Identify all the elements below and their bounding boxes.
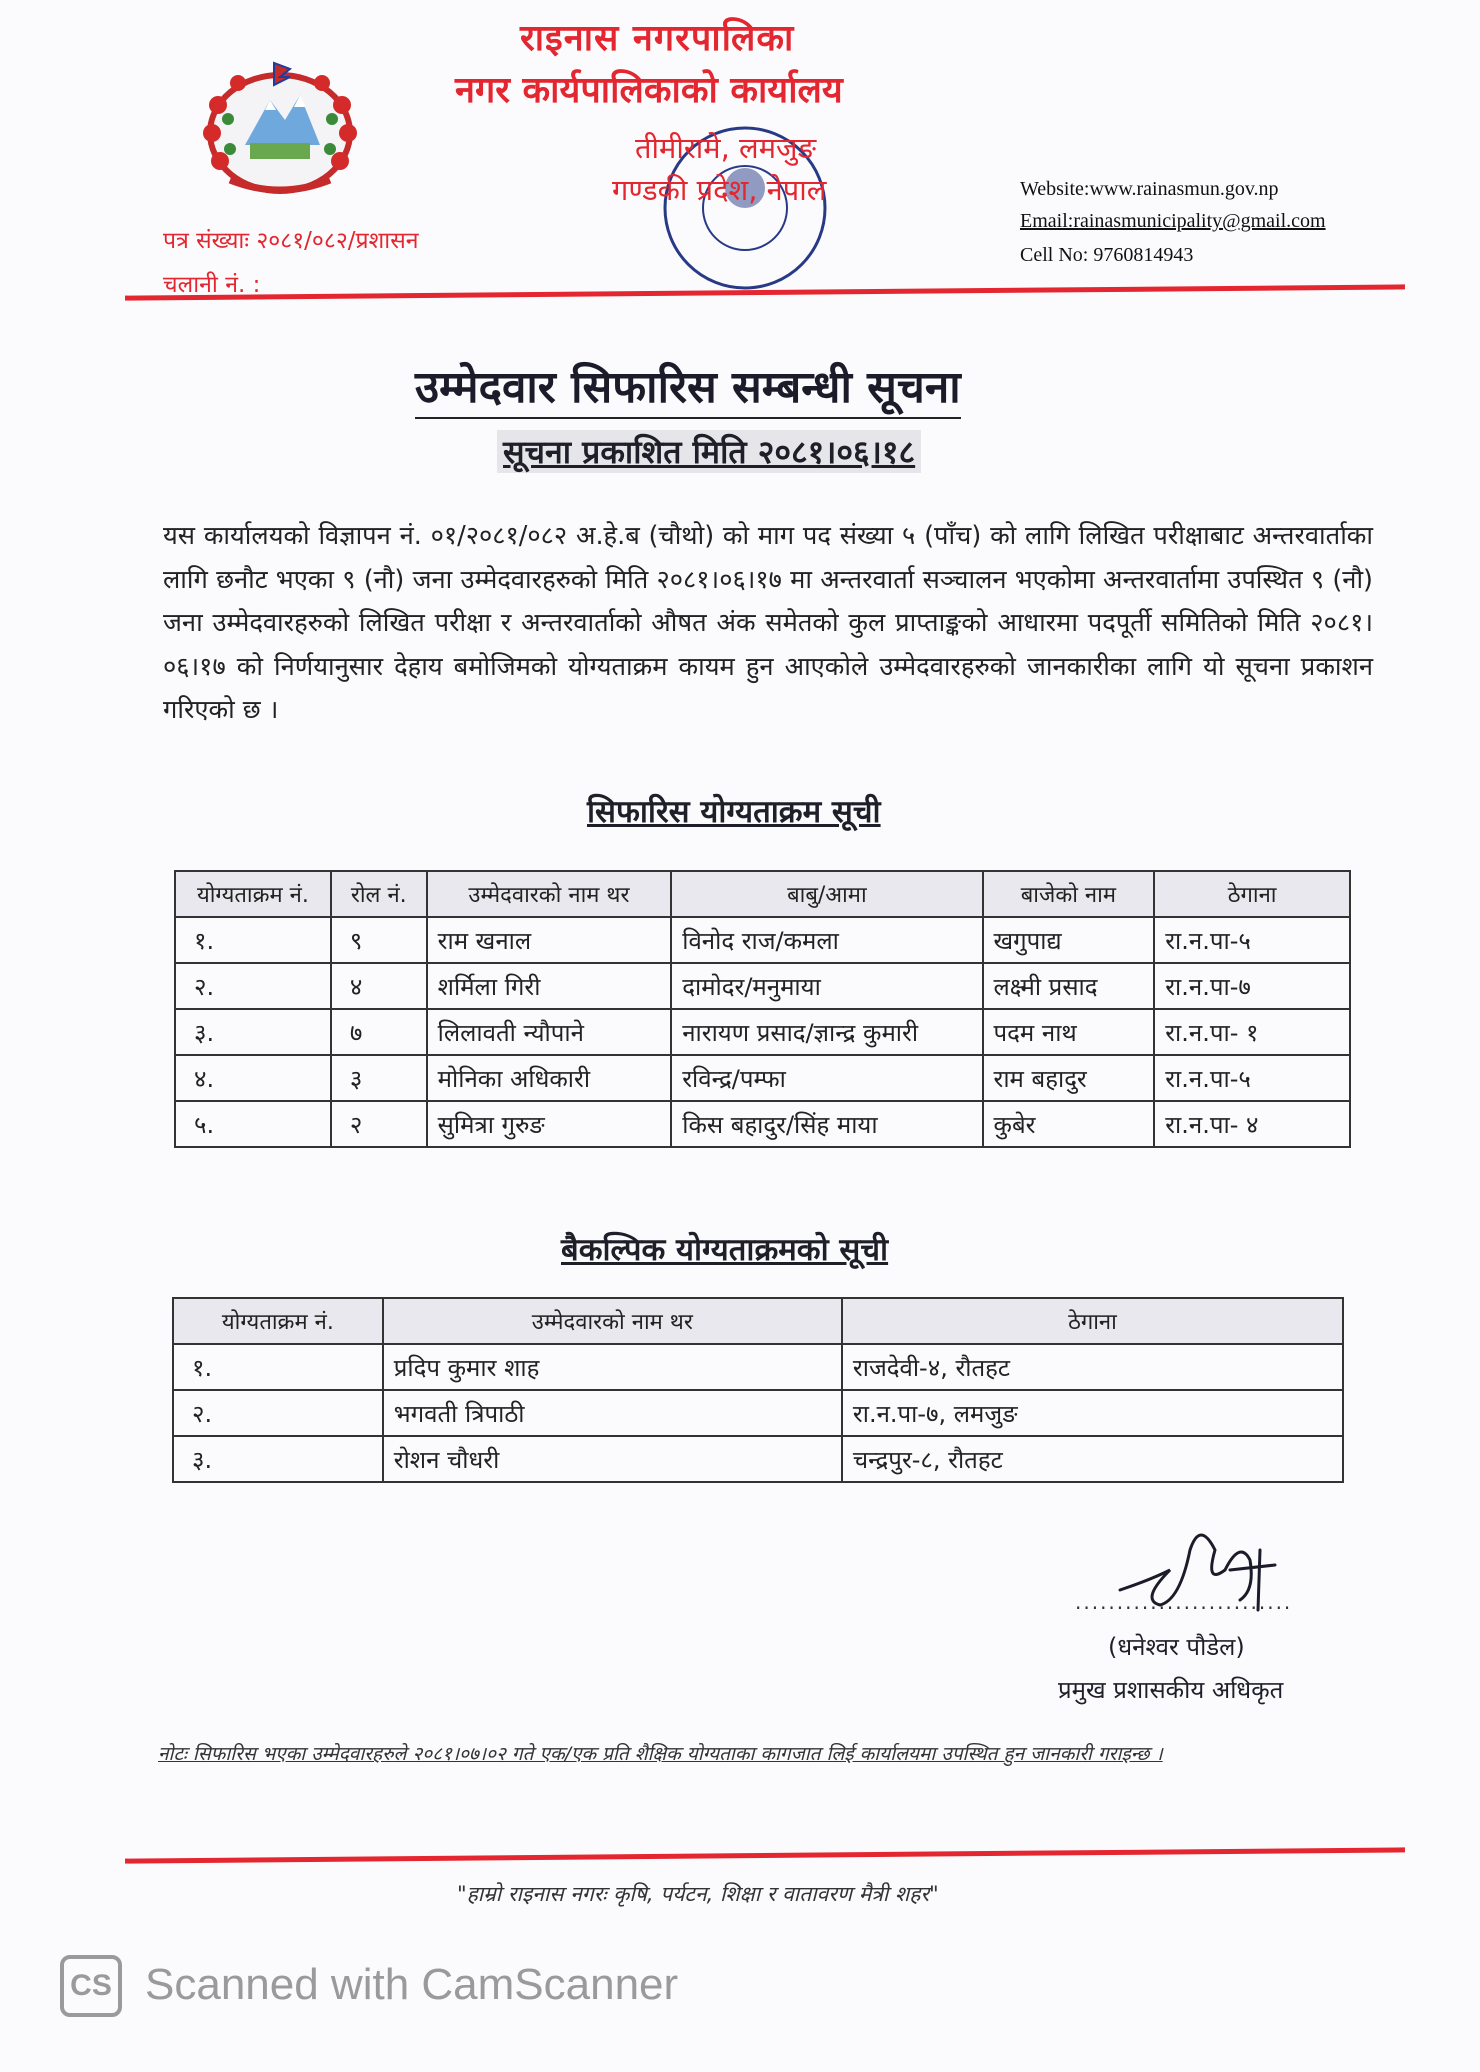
website: Website:www.rainasmun.gov.np: [1020, 178, 1279, 200]
table-cell: नारायण प्रसाद/ज्ञान्द्र कुमारी: [671, 1009, 982, 1055]
office-name: नगर कार्यपालिकाको कार्यालय: [455, 70, 843, 111]
table-cell: लिलावती न्यौपाने: [427, 1009, 672, 1055]
table-cell: रा.न.पा-७, लमजुङ: [842, 1390, 1343, 1436]
table-cell: १.: [173, 1344, 383, 1390]
table-cell: ५.: [175, 1101, 331, 1147]
table-cell: रविन्द्र/पम्फा: [671, 1055, 982, 1101]
letter-number: पत्र संख्याः २०८१/०८२/प्रशासन: [163, 228, 419, 254]
alternate-table: [172, 1297, 1344, 1483]
table-cell: २: [331, 1101, 427, 1147]
table-cell: सुमित्रा गुरुङ: [427, 1101, 672, 1147]
table-cell: ४.: [175, 1055, 331, 1101]
table-cell: शर्मिला गिरी: [427, 963, 672, 1009]
column-header: उम्मेदवारको नाम थर: [383, 1298, 842, 1344]
table-cell: कुबेर: [983, 1101, 1155, 1147]
column-header: ठेगाना: [842, 1298, 1343, 1344]
table-header-row: [173, 1298, 1343, 1344]
table-cell: रा.न.पा-७: [1154, 963, 1350, 1009]
table-cell: किस बहादुर/सिंह माया: [671, 1101, 982, 1147]
table-row: [173, 1390, 1343, 1436]
table-cell: ३.: [175, 1009, 331, 1055]
org-name: राइनास नगरपालिका: [520, 18, 795, 59]
table-cell: ९: [331, 917, 427, 963]
footer-divider: [125, 1847, 1405, 1863]
recommended-list-heading: सिफारिस योग्यताक्रम सूची: [587, 794, 881, 830]
column-header: योग्यताक्रम नं.: [175, 871, 331, 917]
column-header: रोल नं.: [331, 871, 427, 917]
table-cell: लक्ष्मी प्रसाद: [983, 963, 1155, 1009]
nepal-emblem-logo: [190, 55, 370, 205]
table-header-row: [175, 871, 1350, 917]
recommended-table: [174, 870, 1351, 1148]
address-line-1: तीमीरामे, लमजुङ: [635, 131, 817, 165]
table-cell: प्रदिप कुमार शाह: [383, 1344, 842, 1390]
table-cell: विनोद राज/कमला: [671, 917, 982, 963]
signatory-designation: प्रमुख प्रशासकीय अधिकृत: [1058, 1676, 1284, 1704]
column-header: बाबु/आमा: [671, 871, 982, 917]
notice-title: उम्मेदवार सिफारिस सम्बन्धी सूचना: [415, 355, 961, 419]
table-row: [175, 1009, 1350, 1055]
column-header: ठेगाना: [1154, 871, 1350, 917]
table-cell: राम बहादुर: [983, 1055, 1155, 1101]
table-cell: मोनिका अधिकारी: [427, 1055, 672, 1101]
table-cell: पदम नाथ: [983, 1009, 1155, 1055]
table-cell: दामोदर/मनुमाया: [671, 963, 982, 1009]
notice-body: यस कार्यालयको विज्ञापन नं. ०१/२०८१/०८२ अ.हे.ब (चौथो) को माग पद संख्या ५ (पाँच) को लागि लिखित परीक्षाबाट अन्तरवार्ताका लागि छनौट भएका ९ (नौ) जना उम्मेदवारहरुको मिति २०८१।०६।१७ मा अन्तरवार्ता सञ्चालन भएकोमा अन्तरवार्तामा उपस्थित ९ (नौ) जना उम्मेदवारहरुको लिखित परीक्षा र अन्तरवार्ताको औषत अंक समेतको कुल प्राप्ताङ्कको आधारमा पदपूर्ती समितिको मिति २०८१।०६।१७ को निर्णयानुसार देहाय बमोजिमको योग्यताक्रम कायम हुन आएकोले उम्मेदवारहरुको जानकारीका लागि यो सूचना प्रकाशन गरिएको छ ।: [163, 521, 1373, 725]
scanner-watermark: Scanned with CamScanner: [145, 1960, 679, 2009]
table-row: [173, 1344, 1343, 1390]
table-cell: राजदेवी-४, रौतहट: [842, 1344, 1343, 1390]
signatory-name: (धनेश्वर पौडेल): [1108, 1633, 1245, 1661]
table-cell: रा.न.पा-५: [1154, 917, 1350, 963]
table-row: [175, 1101, 1350, 1147]
table-cell: ३.: [173, 1436, 383, 1482]
dispatch-number: चलानी नं. :: [163, 272, 261, 298]
table-cell: रा.न.पा- ४: [1154, 1101, 1350, 1147]
table-cell: राम खनाल: [427, 917, 672, 963]
table-cell: चन्द्रपुर-८, रौतहट: [842, 1436, 1343, 1482]
table-row: [175, 917, 1350, 963]
column-header: उम्मेदवारको नाम थर: [427, 871, 672, 917]
table-cell: रा.न.पा- १: [1154, 1009, 1350, 1055]
column-header: बाजेको नाम: [983, 871, 1155, 917]
table-cell: खगुपाद्य: [983, 917, 1155, 963]
cell-number: Cell No: 9760814943: [1020, 244, 1194, 266]
camscanner-logo-icon: CS: [60, 1955, 122, 2017]
email: Email:rainasmunicipality@gmail.com: [1020, 210, 1326, 232]
table-row: [173, 1436, 1343, 1482]
address-line-2: गण्डकी प्रदेश, नेपाल: [612, 173, 827, 207]
signature-line: ..........................: [1075, 1590, 1293, 1614]
published-date: सूचना प्रकाशित मिति २०८१।०६।१८: [497, 430, 921, 473]
table-cell: २.: [175, 963, 331, 1009]
alternate-list-heading: बैकल्पिक योग्यताक्रमको सूची: [561, 1232, 889, 1268]
table-row: [175, 963, 1350, 1009]
table-cell: रा.न.पा-५: [1154, 1055, 1350, 1101]
column-header: योग्यताक्रम नं.: [173, 1298, 383, 1344]
table-cell: ४: [331, 963, 427, 1009]
table-cell: भगवती त्रिपाठी: [383, 1390, 842, 1436]
table-cell: ३: [331, 1055, 427, 1101]
table-cell: ७: [331, 1009, 427, 1055]
table-cell: २.: [173, 1390, 383, 1436]
table-cell: रोशन चौधरी: [383, 1436, 842, 1482]
footnote: नोटः सिफारिस भएका उम्मेदवारहरुले २०८१।०७।०२ गते एक/एक प्रति शैक्षिक योग्यताका कागजात लिई कार्यालयमा उपस्थित हुन जानकारी गराइन्छ ।: [158, 1743, 1163, 1765]
table-row: [175, 1055, 1350, 1101]
municipality-motto: "हाम्रो राइनास नगरः कृषि, पर्यटन, शिक्षा र वातावरण मैत्री शहर": [457, 1882, 939, 1906]
table-cell: १.: [175, 917, 331, 963]
